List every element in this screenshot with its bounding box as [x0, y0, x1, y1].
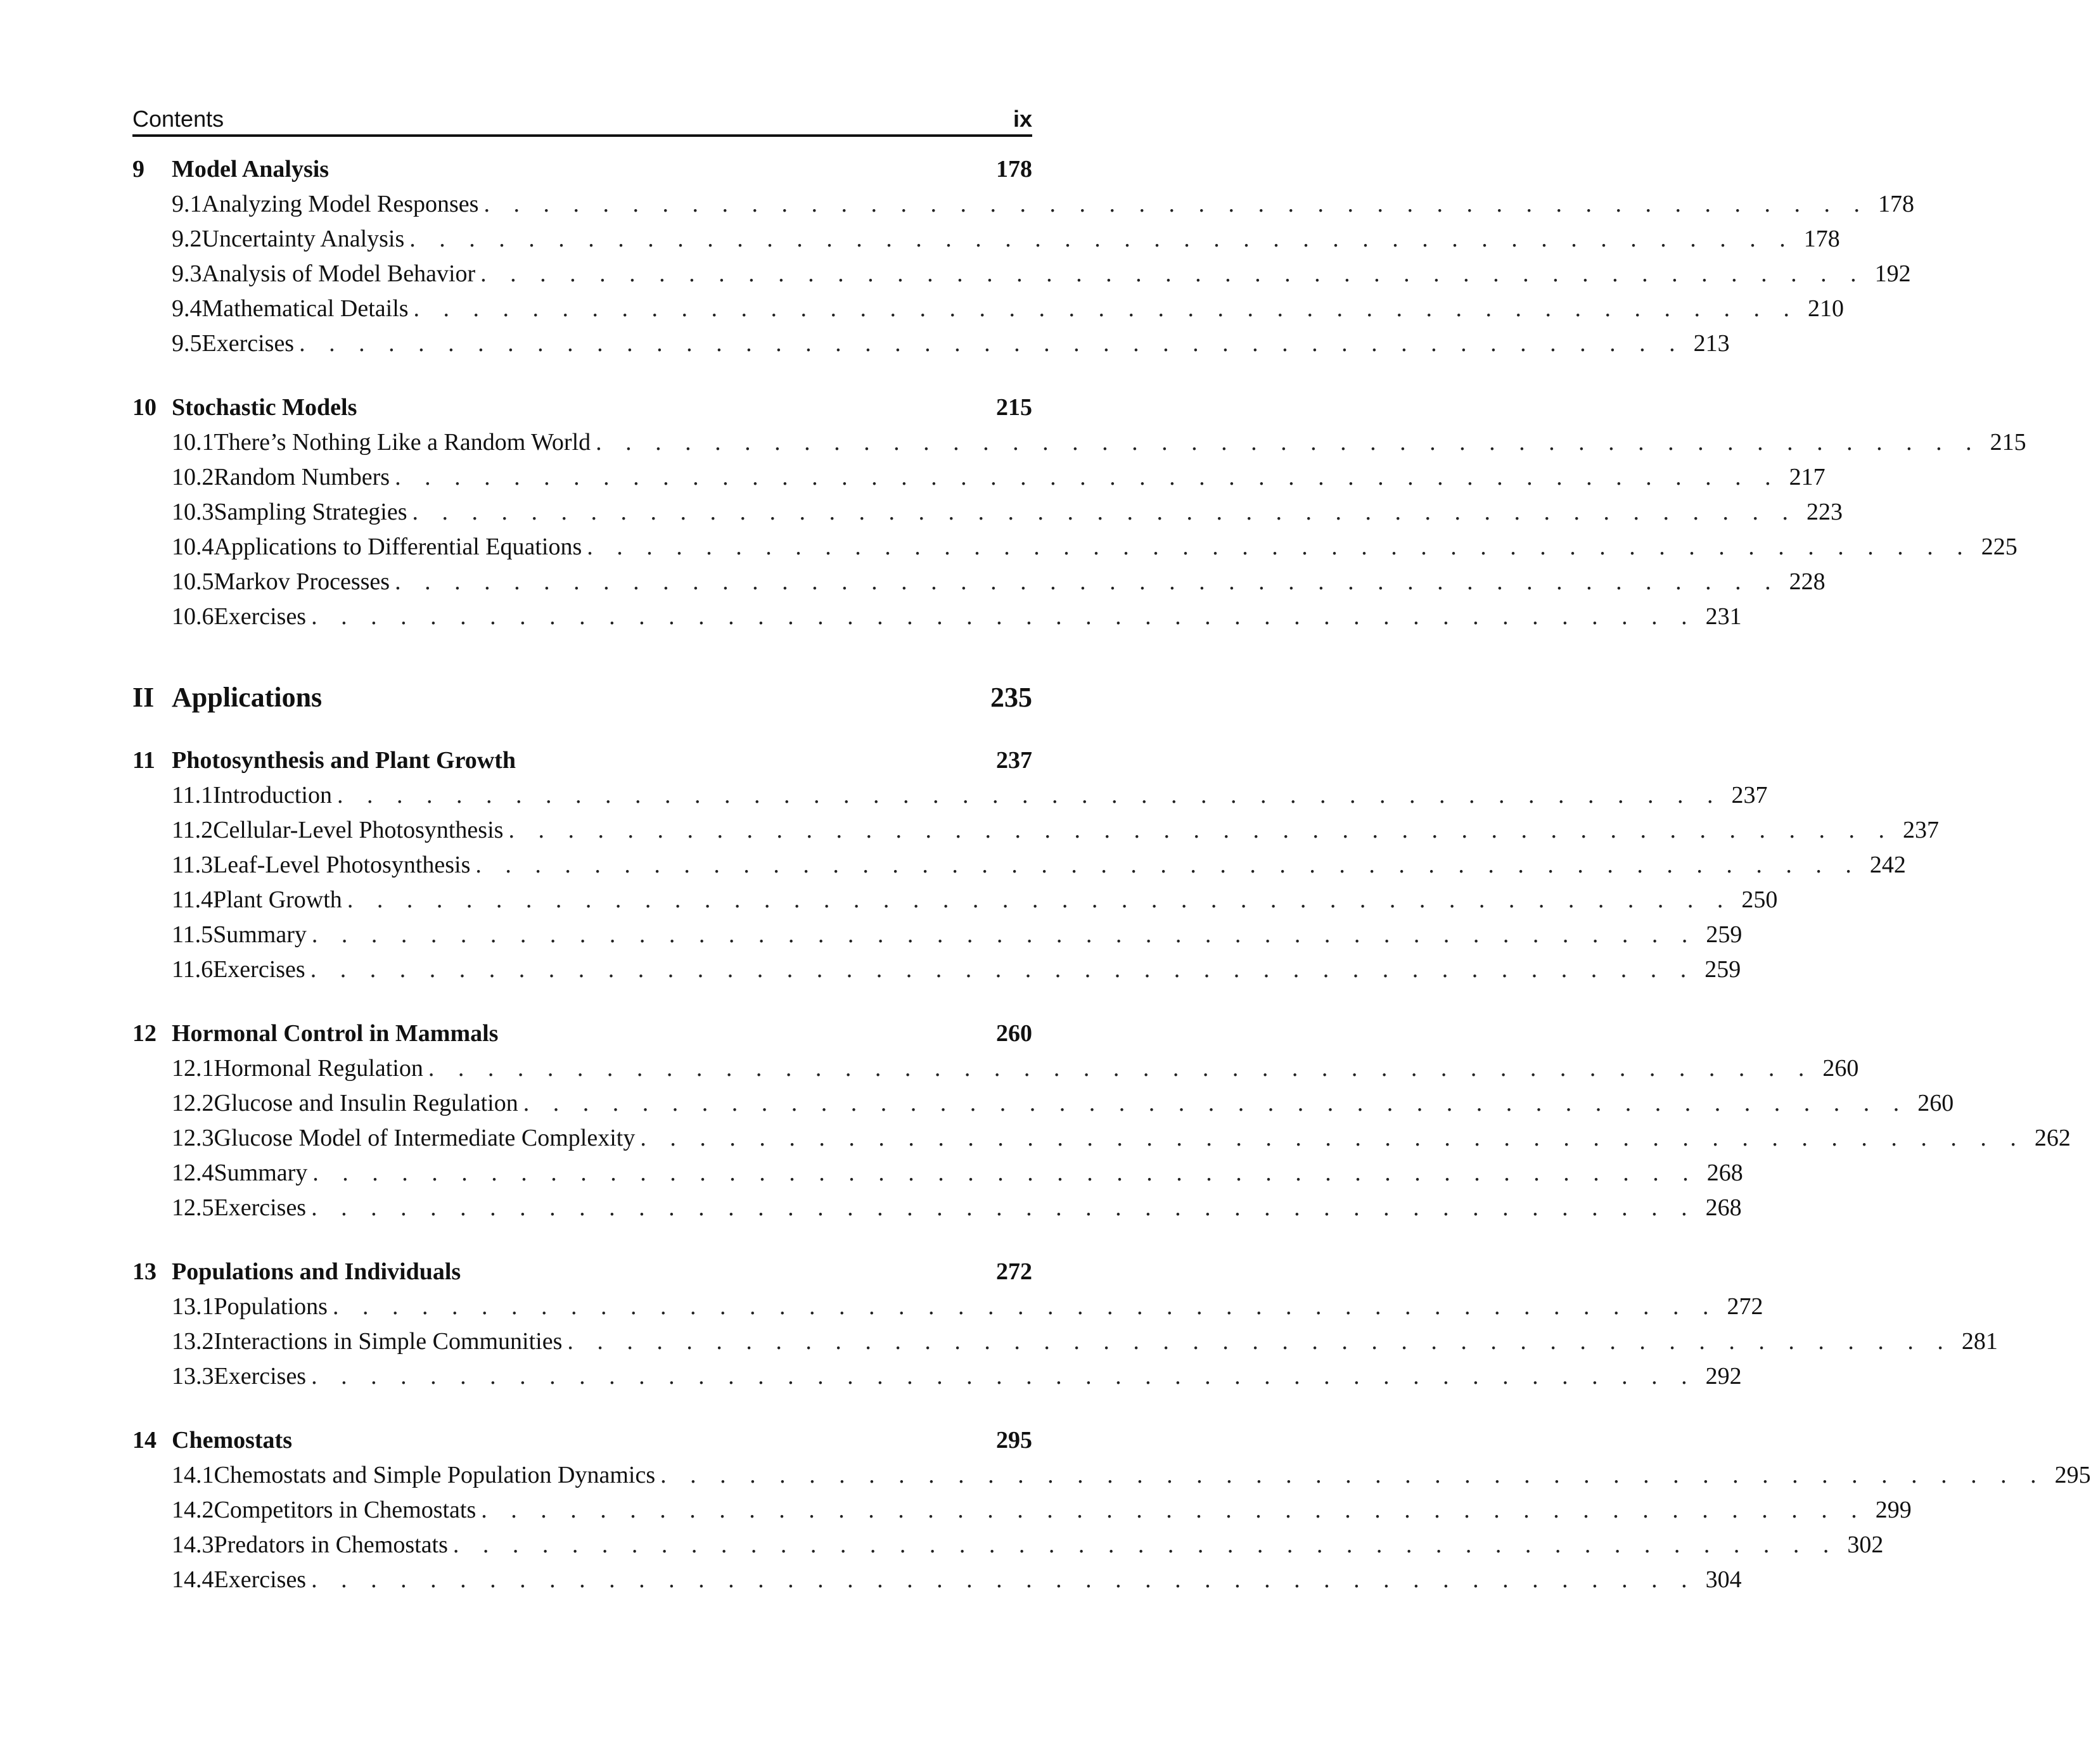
dot-leader: . . . . . . . . . . . . . . . . . . . . . . . . . . . . . . . . . . . . . . . . . . . . . . . — [409, 226, 1794, 252]
section-number: 10.6 — [172, 603, 214, 630]
chapter-number: 13 — [132, 1258, 157, 1285]
toc-entry[interactable] — [132, 813, 1939, 848]
section-number: 9.2 — [172, 226, 202, 252]
section-number: 13.1 — [172, 1293, 214, 1320]
toc-entry[interactable] — [132, 1086, 1954, 1121]
section-page: 304 — [1705, 1566, 1742, 1593]
section-title: Chemostats and Simple Population Dynamics — [214, 1462, 656, 1488]
section-number: 9.1 — [172, 191, 202, 217]
chapter-heading[interactable] — [132, 1423, 1032, 1458]
section-number: 12.3 — [172, 1125, 214, 1151]
section-page: 237 — [1902, 817, 1939, 843]
dot-leader: . . . . . . . . . . . . . . . . . . . . . . . . . . . . . . . . . . . . . . . . . . . . . . . — [508, 817, 1893, 843]
section-number: 14.1 — [172, 1462, 214, 1488]
dot-leader: . . . . . . . . . . . . . . . . . . . . . . . . . . . . . . . . . . . . . . . . . . . . . . . — [395, 568, 1780, 595]
section-title: Sampling Strategies — [214, 499, 407, 525]
section-title: Hormonal Regulation — [214, 1055, 423, 1082]
section-page: 231 — [1705, 603, 1742, 630]
dot-leader: . . . . . . . . . . . . . . . . . . . . . . . . . . . . . . . . . . . . . . . . . . . . . . . — [312, 1160, 1698, 1186]
section-title: Populations — [214, 1293, 328, 1320]
dot-leader: . . . . . . . . . . . . . . . . . . . . . . . . . . . . . . . . . . . . . . . . . . . . . . . — [567, 1328, 1952, 1355]
section-page: 302 — [1847, 1531, 1884, 1558]
running-header-title: Contents — [132, 106, 224, 132]
toc-entry[interactable] — [132, 326, 1730, 361]
section-title: Exercises — [214, 1194, 307, 1221]
dot-leader: . . . . . . . . . . . . . . . . . . . . . . . . . . . . . . . . . . . . . . . . . . . . . . . — [428, 1055, 1813, 1082]
chapter-heading[interactable] — [132, 390, 1032, 425]
section-page: 210 — [1808, 295, 1845, 322]
section-page: 299 — [1875, 1497, 1912, 1523]
section-number: 12.4 — [172, 1160, 214, 1186]
chapter-number: 9 — [132, 156, 144, 182]
section-title: Mathematical Details — [201, 295, 409, 322]
chapter-heading[interactable] — [132, 1255, 1032, 1289]
dot-leader: . . . . . . . . . . . . . . . . . . . . . . . . . . . . . . . . . . . . . . . . . . . . . . . — [347, 886, 1732, 913]
toc-entry[interactable] — [132, 1156, 1743, 1191]
dot-leader: . . . . . . . . . . . . . . . . . . . . . . . . . . . . . . . . . . . . . . . . . . . . . . . — [523, 1090, 1909, 1116]
toc-entry[interactable] — [132, 530, 2017, 565]
dot-leader: . . . . . . . . . . . . . . . . . . . . . . . . . . . . . . . . . . . . . . . . . . . . . . . — [640, 1125, 2025, 1151]
running-header-page-number: ix — [1013, 106, 1032, 132]
section-number: 11.2 — [172, 817, 214, 843]
section-page: 228 — [1789, 568, 1826, 595]
section-number: 9.5 — [172, 330, 202, 357]
section-title: Exercises — [214, 1566, 307, 1593]
section-number: 10.2 — [172, 464, 214, 490]
toc-entry[interactable] — [132, 1051, 1859, 1086]
dot-leader: . . . . . . . . . . . . . . . . . . . . . . . . . . . . . . . . . . . . . . . . . . . . . . . — [412, 499, 1798, 525]
dot-leader: . . . . . . . . . . . . . . . . . . . . . . . . . . . . . . . . . . . . . . . . . . . . . . . — [311, 921, 1697, 948]
running-header — [132, 106, 1032, 137]
section-title: Predators in Chemostats — [214, 1531, 448, 1558]
section-title: Glucose and Insulin Regulation — [214, 1090, 518, 1116]
chapter-title: Stochastic Models — [172, 394, 357, 421]
section-page: 225 — [1981, 534, 2017, 560]
section-title: Summary — [213, 921, 307, 948]
chapter-page: 260 — [996, 1020, 1032, 1047]
section-title: Exercises — [214, 603, 307, 630]
section-title: There’s Nothing Like a Random World — [214, 429, 591, 456]
dot-leader: . . . . . . . . . . . . . . . . . . . . . . . . . . . . . . . . . . . . . . . . . . . . . . . — [311, 1194, 1696, 1221]
dot-leader: . . . . . . . . . . . . . . . . . . . . . . . . . . . . . . . . . . . . . . . . . . . . . . . — [475, 852, 1860, 878]
dot-leader: . . . . . . . . . . . . . . . . . . . . . . . . . . . . . . . . . . . . . . . . . . . . . . . — [660, 1462, 2045, 1488]
chapter-12 — [132, 1016, 2071, 1225]
section-page: 262 — [2034, 1125, 2071, 1151]
chapter-page: 178 — [996, 156, 1032, 182]
chapter-9 — [132, 152, 1914, 361]
section-number: 11.4 — [172, 886, 214, 913]
section-page: 242 — [1869, 852, 1906, 878]
section-page: 272 — [1727, 1293, 1763, 1320]
section-title: Leaf-Level Photosynthesis — [213, 852, 471, 878]
section-number: 11.6 — [172, 956, 214, 983]
section-page: 268 — [1706, 1160, 1743, 1186]
toc-entry[interactable] — [132, 565, 1826, 599]
dot-leader: . . . . . . . . . . . . . . . . . . . . . . . . . . . . . . . . . . . . . . . . . . . . . . . — [413, 295, 1799, 322]
dot-leader: . . . . . . . . . . . . . . . . . . . . . . . . . . . . . . . . . . . . . . . . . . . . . . . — [311, 1566, 1696, 1593]
toc-entry[interactable] — [132, 425, 2026, 460]
section-page: 237 — [1731, 782, 1768, 808]
section-page: 260 — [1822, 1055, 1859, 1082]
section-title: Competitors in Chemostats — [214, 1497, 476, 1523]
section-title: Plant Growth — [213, 886, 342, 913]
chapter-13 — [132, 1255, 1998, 1394]
chapter-page: 237 — [996, 747, 1032, 774]
chapter-title: Photosynthesis and Plant Growth — [172, 747, 516, 774]
toc-entry[interactable] — [132, 917, 1742, 952]
section-number: 11.3 — [172, 852, 214, 878]
section-page: 250 — [1741, 886, 1778, 913]
dot-leader: . . . . . . . . . . . . . . . . . . . . . . . . . . . . . . . . . . . . . . . . . . . . . . . — [336, 782, 1722, 808]
chapter-11 — [132, 743, 1939, 987]
section-title: Random Numbers — [214, 464, 390, 490]
toc-entry[interactable] — [132, 495, 1843, 530]
toc-entry[interactable] — [132, 291, 1845, 326]
dot-leader: . . . . . . . . . . . . . . . . . . . . . . . . . . . . . . . . . . . . . . . . . . . . . . . — [452, 1531, 1838, 1558]
section-number: 10.4 — [172, 534, 214, 560]
toc-entry[interactable] — [132, 257, 1911, 291]
dot-leader: . . . . . . . . . . . . . . . . . . . . . . . . . . . . . . . . . . . . . . . . . . . . . . . — [311, 1363, 1696, 1390]
chapter-10 — [132, 390, 2026, 634]
chapter-heading[interactable] — [132, 152, 1032, 187]
dot-leader: . . . . . . . . . . . . . . . . . . . . . . . . . . . . . . . . . . . . . . . . . . . . . . . — [483, 191, 1869, 217]
section-title: Cellular-Level Photosynthesis — [213, 817, 504, 843]
section-page: 215 — [1990, 429, 2026, 456]
section-title: Uncertainty Analysis — [201, 226, 405, 252]
section-page: 192 — [1874, 260, 1911, 287]
chapter-number: 10 — [132, 394, 157, 421]
dot-leader: . . . . . . . . . . . . . . . . . . . . . . . . . . . . . . . . . . . . . . . . . . . . . . . — [332, 1293, 1718, 1320]
section-number: 12.1 — [172, 1055, 214, 1082]
toc-entry[interactable] — [132, 883, 1778, 917]
chapter-heading[interactable] — [132, 743, 1032, 778]
toc-entry[interactable] — [132, 187, 1914, 222]
section-title: Exercises — [201, 330, 295, 357]
dot-leader: . . . . . . . . . . . . . . . . . . . . . . . . . . . . . . . . . . . . . . . . . . . . . . . — [395, 464, 1780, 490]
toc-entry[interactable] — [132, 1563, 1742, 1597]
section-title: Summary — [214, 1160, 308, 1186]
part-number: II — [132, 682, 155, 713]
part-heading[interactable] — [132, 679, 1032, 717]
toc-entry[interactable] — [132, 1289, 1763, 1324]
toc-entry[interactable] — [132, 1493, 1912, 1528]
dot-leader: . . . . . . . . . . . . . . . . . . . . . . . . . . . . . . . . . . . . . . . . . . . . . . . — [299, 330, 1684, 357]
chapter-14 — [132, 1423, 2091, 1597]
section-number: 13.2 — [172, 1328, 214, 1355]
section-number: 11.1 — [172, 782, 214, 808]
chapter-title: Populations and Individuals — [172, 1258, 461, 1285]
section-title: Glucose Model of Intermediate Complexity — [214, 1125, 636, 1151]
toc-entry[interactable] — [132, 1121, 2071, 1156]
section-page: 268 — [1705, 1194, 1742, 1221]
section-number: 14.2 — [172, 1497, 214, 1523]
toc-entry[interactable] — [132, 1324, 1998, 1359]
section-page: 178 — [1877, 191, 1914, 217]
toc-entry[interactable] — [132, 222, 1840, 257]
section-title: Analyzing Model Responses — [201, 191, 479, 217]
toc-entry[interactable] — [132, 1359, 1742, 1394]
section-page: 292 — [1705, 1363, 1742, 1390]
dot-leader: . . . . . . . . . . . . . . . . . . . . . . . . . . . . . . . . . . . . . . . . . . . . . . . — [311, 603, 1696, 630]
toc-entry[interactable] — [132, 848, 1906, 883]
dot-leader: . . . . . . . . . . . . . . . . . . . . . . . . . . . . . . . . . . . . . . . . . . . . . . . — [596, 429, 1981, 456]
dot-leader: . . . . . . . . . . . . . . . . . . . . . . . . . . . . . . . . . . . . . . . . . . . . . . . — [587, 534, 1972, 560]
section-number: 14.3 — [172, 1531, 214, 1558]
toc-entry[interactable] — [132, 1528, 1884, 1563]
section-page: 178 — [1803, 226, 1840, 252]
toc-entry[interactable] — [132, 460, 1826, 495]
section-page: 259 — [1704, 956, 1741, 983]
dot-leader: . . . . . . . . . . . . . . . . . . . . . . . . . . . . . . . . . . . . . . . . . . . . . . . — [310, 956, 1696, 983]
section-title: Exercises — [214, 1363, 307, 1390]
chapter-number: 12 — [132, 1020, 157, 1047]
section-page: 295 — [2054, 1462, 2091, 1488]
section-title: Introduction — [213, 782, 332, 808]
part-page: 235 — [990, 682, 1032, 713]
chapter-title: Model Analysis — [172, 156, 329, 182]
section-page: 281 — [1961, 1328, 1998, 1355]
section-number: 9.4 — [172, 295, 202, 322]
section-page: 223 — [1806, 499, 1843, 525]
chapter-page: 215 — [996, 394, 1032, 421]
section-number: 13.3 — [172, 1363, 214, 1390]
chapter-heading[interactable] — [132, 1016, 1032, 1051]
chapter-title: Chemostats — [172, 1427, 292, 1454]
chapter-page: 295 — [996, 1427, 1032, 1454]
section-number: 14.4 — [172, 1566, 214, 1593]
section-page: 260 — [1917, 1090, 1954, 1116]
section-page: 213 — [1693, 330, 1730, 357]
section-number: 9.3 — [172, 260, 202, 287]
toc-page — [132, 106, 2091, 1627]
section-number: 12.5 — [172, 1194, 214, 1221]
section-number: 10.1 — [172, 429, 214, 456]
toc-entry[interactable] — [132, 1458, 2091, 1493]
part-title: Applications — [172, 682, 323, 713]
section-title: Exercises — [213, 956, 305, 983]
section-title: Markov Processes — [214, 568, 390, 595]
chapter-number: 14 — [132, 1427, 157, 1454]
toc-entry[interactable] — [132, 778, 1768, 813]
toc-entry[interactable] — [132, 599, 1742, 634]
section-title: Applications to Differential Equations — [214, 534, 582, 560]
table-of-contents — [132, 152, 2091, 1597]
section-number: 12.2 — [172, 1090, 214, 1116]
chapter-page: 272 — [996, 1258, 1032, 1285]
chapter-number: 11 — [132, 747, 155, 774]
section-title: Interactions in Simple Communities — [214, 1328, 563, 1355]
toc-entry[interactable] — [132, 1191, 1742, 1225]
section-page: 217 — [1789, 464, 1826, 490]
toc-entry[interactable] — [132, 952, 1741, 987]
chapter-title: Hormonal Control in Mammals — [172, 1020, 499, 1047]
dot-leader: . . . . . . . . . . . . . . . . . . . . . . . . . . . . . . . . . . . . . . . . . . . . . . . — [481, 1497, 1866, 1523]
section-number: 10.5 — [172, 568, 214, 595]
section-page: 259 — [1706, 921, 1742, 948]
section-number: 10.3 — [172, 499, 214, 525]
dot-leader: . . . . . . . . . . . . . . . . . . . . . . . . . . . . . . . . . . . . . . . . . . . . . . . — [480, 260, 1865, 287]
section-title: Analysis of Model Behavior — [201, 260, 476, 287]
section-number: 11.5 — [172, 921, 214, 948]
